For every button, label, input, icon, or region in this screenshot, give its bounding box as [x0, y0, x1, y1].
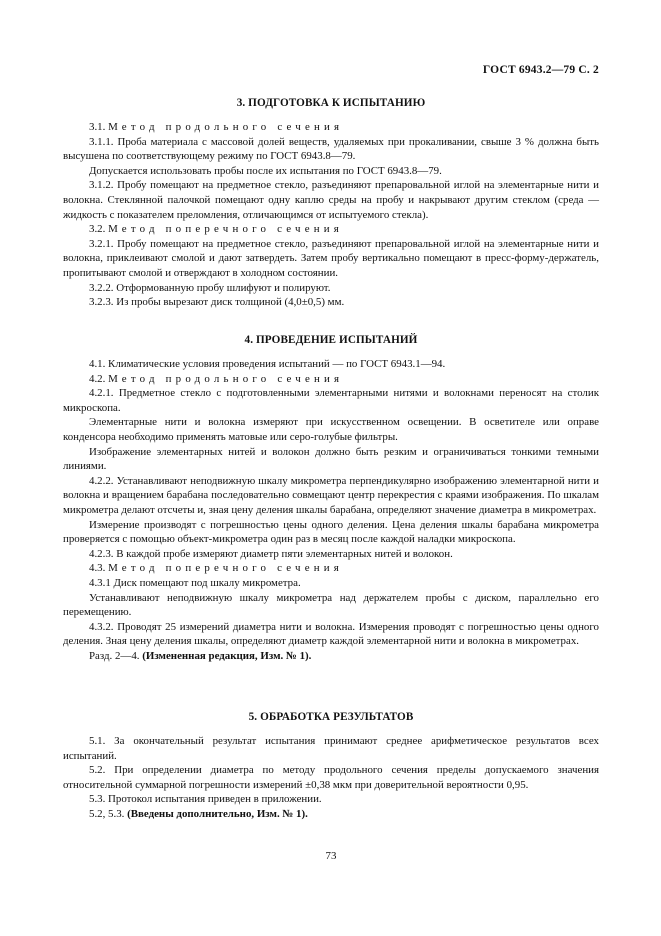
amendment-note: (Введены дополнительно, Изм. № 1).	[127, 807, 308, 820]
paragraph: 4.2. Метод продольного сечения	[89, 372, 344, 385]
page-header: ГОСТ 6943.2—79 С. 2	[482, 64, 599, 76]
paragraph: Изображение элементарных нитей и волокон должно быть резким и ограничиваться тонкими темными линиями.	[63, 445, 599, 473]
amendment-note: (Измененная редакция, Изм. № 1).	[142, 649, 312, 662]
paragraph: 4.3.1 Диск помещают под шкалу микрометра.	[89, 576, 301, 589]
paragraph: 5.2, 5.3. (Введены дополнительно, Изм. № 1).	[89, 807, 308, 820]
paragraph: Измерение производят с погрешностью цены одного деления. Цена деления шкалы барабана микрометра проверяется с помощью объект-микрометра один раз в месяц после каждой наладки микроскопа.	[63, 518, 599, 546]
paragraph: 4.2.3. В каждой пробе измеряют диаметр пяти элементарных нитей и волокон.	[89, 547, 453, 560]
paragraph: 3.2. Метод поперечного сечения	[89, 223, 344, 236]
paragraph: 4.3.2. Проводят 25 измерений диаметра нити и волокна. Измерения проводят с погрешностью цены одного деления. Зная цену деления шкалы, определяют диаметр каждой элементарной нити и волокна в микрометрах.	[63, 620, 599, 648]
paragraph: Устанавливают неподвижную шкалу микрометра над держателем пробы с диском, параллельно его перемещению.	[63, 591, 599, 619]
section-5	[63, 711, 599, 822]
paragraph: 4.2.2. Устанавливают неподвижную шкалу микрометра перпендикулярно изображению элементарной нити и волокна и вращением барабана последовательно совмещают центр перекрестия с краями изображения. По шкалам микрометра делают отсчеты и, зная цену деления шкалы барабана, определяют значение диаметра в микрометрах.	[63, 474, 599, 516]
paragraph: 5.1. За окончательный результат испытания принимают среднее арифметическое результатов всех испытаний.	[63, 735, 599, 762]
paragraph: 4.3. Метод поперечного сечения	[89, 562, 344, 575]
section-title: 3. ПОДГОТОВКА К ИСПЫТАНИЮ	[236, 97, 426, 109]
paragraph: 3.2.2. Отформованную пробу шлифуют и полируют.	[89, 281, 331, 294]
section-3	[63, 97, 599, 310]
page-number: 73	[325, 850, 337, 862]
section-title: 5. ОБРАБОТКА РЕЗУЛЬТАТОВ	[248, 711, 414, 723]
paragraph: 3.1.1. Проба материала с массовой долей веществ, удаляемых при прокаливании, свыше 3 % должна быть высушена по соответствующему режиму по ГОСТ 6943.8—79.	[63, 135, 599, 163]
paragraph: 5.3. Протокол испытания приведен в приложении.	[89, 793, 322, 806]
paragraph: 3.2.1. Пробу помещают на предметное стекло, разъединяют препаровальной иглой на элементарные нити и волокна, приклеивают смолой и дают затвердеть. Затем пробу вертикально помещают в пресс-форму-держатель, пропитывают смолой и отверждают в холодном состоянии.	[63, 237, 599, 279]
paragraph: Разд. 2—4. (Измененная редакция, Изм. № 1).	[89, 649, 312, 662]
paragraph: 5.2. При определении диаметра по методу продольного сечения пределы допускаемого значения относительной суммарной погрешности измерений ±0,38 мкм при доверительной вероятности 0,95.	[63, 764, 599, 791]
section-4	[63, 334, 599, 663]
section-title: 4. ПРОВЕДЕНИЕ ИСПЫТАНИЙ	[244, 334, 418, 346]
paragraph: 4.1. Климатические условия проведения испытаний — по ГОСТ 6943.1—94.	[89, 358, 446, 370]
paragraph: Элементарные нити и волокна измеряют при искусственном освещении. В осветителе или оправе конденсора необходимо применять матовые или серо-голубые фильтры.	[63, 416, 599, 443]
paragraph: Допускается использовать пробы после их испытания по ГОСТ 6943.8—79.	[89, 164, 442, 177]
paragraph: 3.1. Метод продольного сечения	[89, 121, 344, 133]
paragraph: 4.2.1. Предметное стекло с подготовленными элементарными нитями и волокнами переносят на столик микроскопа.	[63, 387, 599, 414]
paragraph: 3.2.3. Из пробы вырезают диск толщиной (4,0±0,5) мм.	[89, 296, 345, 309]
paragraph: 3.1.2. Пробу помещают на предметное стекло, разъединяют препаровальной иглой на элементарные нити и волокна. Стеклянной палочкой помещают одну каплю среды на пробу и накрывают другим стеклом (среда — жидкость с показателем преломления, отличающимся от испытуемого стекла).	[63, 179, 599, 221]
